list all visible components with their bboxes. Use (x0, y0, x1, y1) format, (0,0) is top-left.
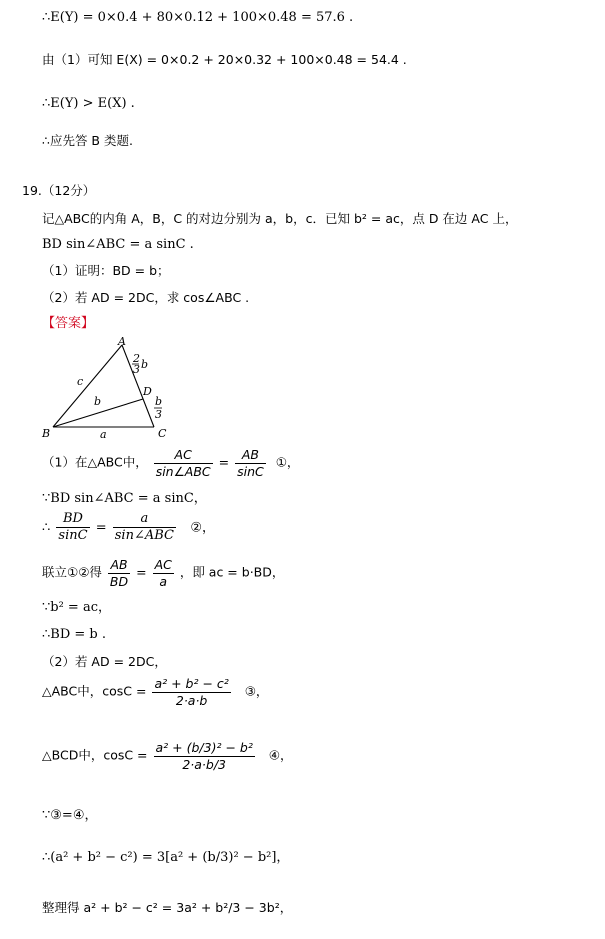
step-2: ∵BD sin∠ABC = a sinC， (42, 491, 207, 506)
answer-label: 【答案】 (42, 316, 95, 331)
question-text-2: BD sin∠ABC = a sinC . (42, 237, 194, 252)
question-number: 19.（12分） (22, 183, 96, 198)
point-d-label: D (143, 385, 152, 398)
side-c-label: c (77, 375, 84, 388)
segment-dc-label: 3 (155, 408, 162, 421)
question-part-2: （2）若 AD = 2DC，求 cos∠ABC . (42, 290, 250, 305)
step-5: ∵b² = ac， (42, 600, 111, 615)
step-12: 整理得 a² + b² − c² = 3a² + b²/3 − 3b²， (42, 900, 293, 915)
step-3: ∴ $\frac{BD}{\sin C}$ = $\frac{a}{\text{sin∠ABC}}$ ②， (42, 511, 216, 544)
line-compare: ∴E(Y) > E(X) . (42, 96, 135, 111)
svg-text:b: b (155, 395, 163, 408)
side-a-label: a (100, 428, 107, 441)
svg-text:2: 2 (133, 352, 140, 365)
vertex-c-label: C (158, 427, 167, 440)
step-9: △BCD中，cosC = $\frac{\text{a² + (b/3)² − b²}}{2\cdot a\cdot b/3}$ ④， (42, 740, 293, 772)
line-conclusion: ∴应先答 B 类题. (42, 133, 133, 148)
side-b-label: b (94, 395, 102, 408)
svg-text:3: 3 (133, 363, 140, 376)
step-1: （1）在△ABC中， $\frac{AC}{\text{sin∠ABC}}$ = $\frac{AB}{\sin C}$ ①， (42, 447, 300, 479)
segment-ad-label: b (141, 358, 149, 371)
vertex-b-label: B (42, 427, 51, 440)
question-part-1: （1）证明：BD = b； (42, 263, 170, 278)
triangle-figure (36, 335, 186, 445)
step-4: 联立①②得 $\frac{AB}{BD}$ = $\frac{AC}{a}$ ，即 ac = b·BD， (42, 557, 285, 589)
step-10: ∵③=④， (42, 808, 98, 823)
vertex-a-label: A (118, 335, 126, 348)
step-7: （2）若 AD = 2DC， (42, 654, 167, 669)
step-11: ∴(a² + b² − c²) = 3[a² + (b/3)² − b²]， (42, 850, 290, 865)
step-8: △ABC中，cosC = $\frac{\text{a² + b² − c²}}{2\cdot a\cdot b}$ ③， (42, 676, 269, 708)
line-ex: 由（1）可知 E(X) = 0×0.2 + 20×0.32 + 100×0.48 = 54.4 . (42, 52, 407, 67)
step-6: ∴BD = b . (42, 627, 106, 642)
question-text-1: 记△ABC的内角 A，B，C 的对边分别为 a，b，c．已知 b² = ac，点 D 在边 AC 上， (42, 211, 518, 226)
line-ey: ∴E(Y) = 0×0.4 + 80×0.12 + 100×0.48 = 57.6 . (42, 10, 354, 25)
